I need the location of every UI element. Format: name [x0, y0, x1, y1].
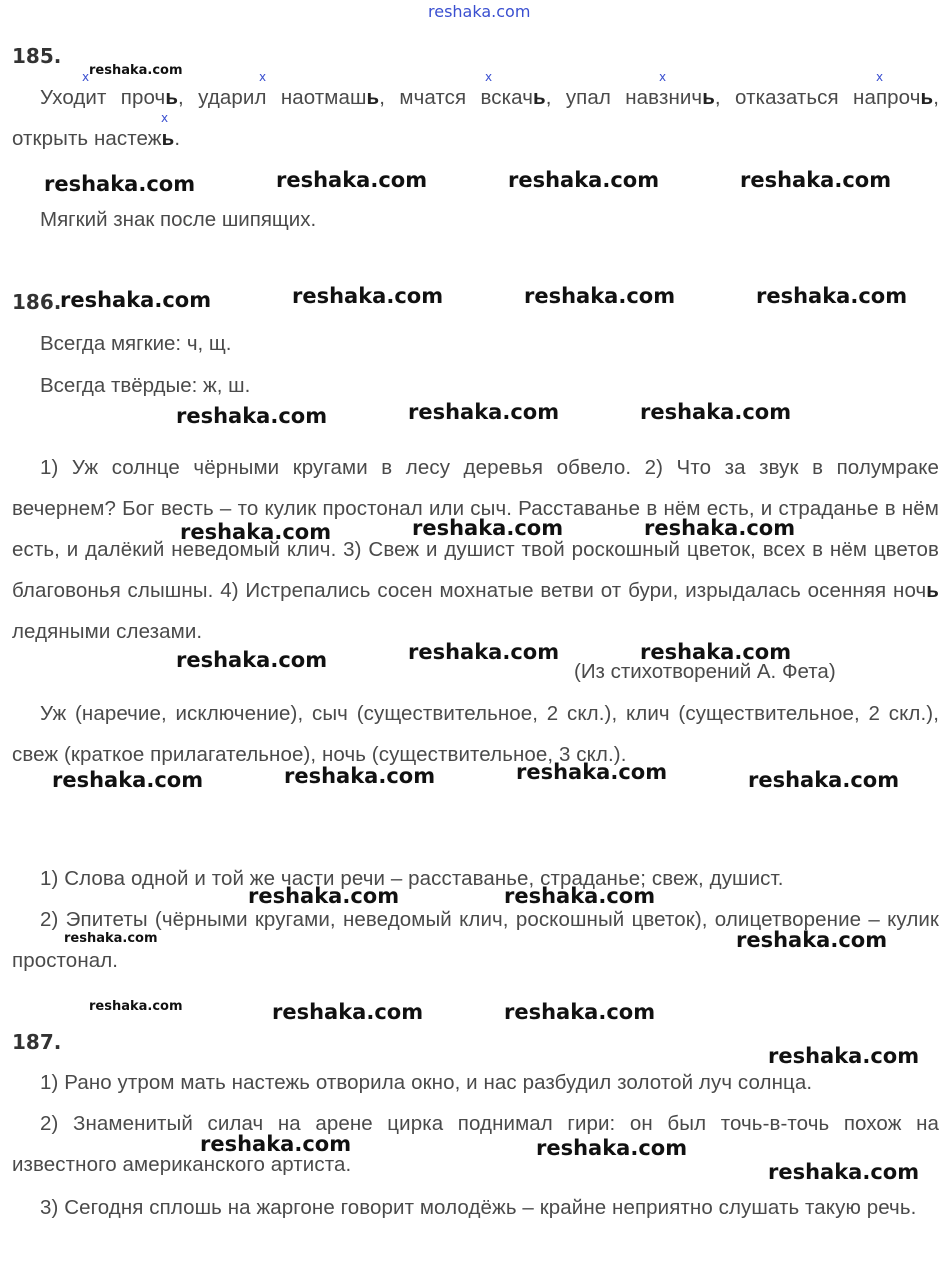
watermark: reshaka.com	[89, 63, 183, 78]
exercise-186-number: 186.	[12, 290, 62, 314]
watermark: reshaka.com	[412, 516, 564, 540]
watermark: reshaka.com	[89, 999, 183, 1014]
watermark: reshaka.com	[736, 928, 888, 952]
site-header[interactable]: reshaka.com	[428, 2, 531, 21]
watermark: reshaka.com	[536, 1136, 688, 1160]
watermark: reshaka.com	[284, 764, 436, 788]
watermark: reshaka.com	[748, 768, 900, 792]
watermark: reshaka.com	[272, 1000, 424, 1024]
exercise-185-rule: Мягкий знак после шипящих.	[40, 208, 317, 231]
watermark: reshaka.com	[504, 1000, 656, 1024]
watermark: reshaka.com	[408, 640, 560, 664]
sentence-2: 2) Знаменитый силач на арене цирка поднимал гири: он был точь-в-точь похож на известного американского артиста.	[12, 1112, 939, 1176]
watermark: reshaka.com	[276, 168, 428, 192]
answer-1: 1) Слова одной и той же части речи – расставанье, страданье; свеж, душист.	[40, 867, 784, 890]
watermark: reshaka.com	[644, 516, 796, 540]
poem-source: (Из стихотворений А. Фета)	[574, 660, 836, 683]
exercise-185-number: 185.	[12, 44, 62, 68]
watermark: reshaka.com	[740, 168, 892, 192]
mark-x: x	[659, 70, 667, 84]
mark-x: x	[82, 70, 90, 84]
sentence-3: 3) Сегодня сплошь на жаргоне говорит молодёжь – крайне неприятно слушать такую речь.	[40, 1196, 917, 1219]
word-analysis: Уж (наречие, исключение), сыч (существительное, 2 скл.), клич (существительное, 2 скл.), свеж (краткое прилагательное), ночь (существительное, 3 скл.).	[12, 702, 939, 766]
watermark: reshaka.com	[508, 168, 660, 192]
watermark: reshaka.com	[408, 400, 560, 424]
mark-x: x	[259, 70, 267, 84]
answer-2: 2) Эпитеты (чёрными кругами, неведомый клич, роскошный цветок), олицетворение – кулик простонал.	[12, 908, 939, 972]
watermark: reshaka.com	[516, 760, 668, 784]
watermark: reshaka.com	[200, 1132, 352, 1156]
poem-text: 1) Уж солнце чёрными кругами в лесу деревья обвело. 2) Что за звук в полумраке вечернем? Бог весть – то кулик простонал или сыч. Расставанье в нём есть, и страданье в нём есть, и далёкий неведомый клич. 3) Свеж и душист твой роскошный цветок, всех в нём цветов благовонья слышны. 4) Истрепались сосен мохнатые ветви от бури, изрыдалась осенняя ночь ледяными слезами.	[12, 456, 939, 643]
watermark: reshaka.com	[176, 648, 328, 672]
watermark: reshaka.com	[64, 931, 158, 946]
watermark: reshaka.com	[504, 884, 656, 908]
watermark: reshaka.com	[768, 1160, 920, 1184]
exercise-185-sentence: Уходит прочь, ударил наотмашь, мчатся вскачь, упал навзничь, отказаться напрочь, открыть настежь.	[12, 86, 940, 150]
watermark: reshaka.com	[292, 284, 444, 308]
mark-x: x	[161, 111, 169, 125]
mark-x: x	[876, 70, 884, 84]
watermark: reshaka.com	[248, 884, 400, 908]
exercise-187-number: 187.	[12, 1030, 62, 1054]
mark-x: x	[485, 70, 493, 84]
watermark: reshaka.com	[44, 172, 196, 196]
watermark: reshaka.com	[524, 284, 676, 308]
soft-consonants: Всегда мягкие: ч, щ.	[40, 332, 232, 355]
watermark: reshaka.com	[640, 640, 792, 664]
watermark: reshaka.com	[52, 768, 204, 792]
watermark: reshaka.com	[176, 404, 328, 428]
watermark: reshaka.com	[60, 288, 212, 312]
watermark: reshaka.com	[640, 400, 792, 424]
hard-consonants: Всегда твёрдые: ж, ш.	[40, 374, 251, 397]
watermark: reshaka.com	[180, 520, 332, 544]
sentence-1: 1) Рано утром мать настежь отворила окно, и нас разбудил золотой луч солнца.	[40, 1071, 813, 1094]
watermark: reshaka.com	[756, 284, 908, 308]
watermark: reshaka.com	[768, 1044, 920, 1068]
